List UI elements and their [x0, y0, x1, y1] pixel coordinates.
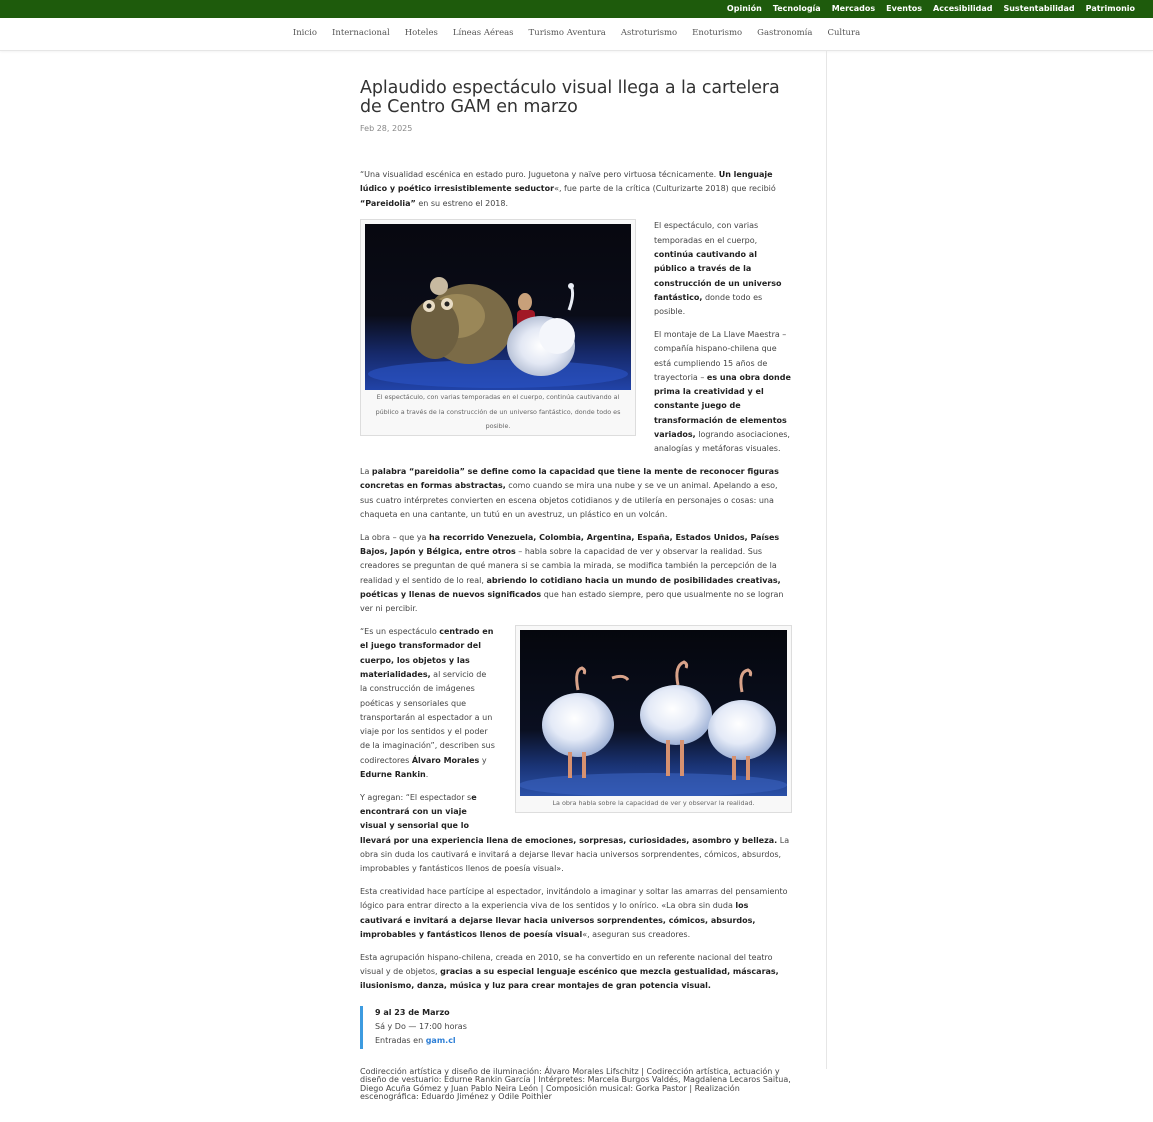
article-date: Feb 28, 2025: [360, 124, 413, 133]
nav-item-cultura[interactable]: Cultura: [827, 28, 861, 38]
figure-ostriches-caption: La obra habla sobre la capacidad de ver y observar la realidad.: [552, 799, 755, 808]
tickets-label: Entradas en: [375, 1036, 426, 1046]
bold-text: gracias a su especial lenguaje escénico que mezcla gestualidad, máscaras, ilusionismo, danza, música y luz para crear montajes de gran potencia visual.: [360, 967, 779, 991]
text: Esta agrupación hispano-chilena, creada en 2010, se ha convertido en un referente nacional del teatro visual y de objetos,: [360, 952, 773, 977]
text: La obra – que ya: [360, 532, 429, 542]
text: “Es un espectáculo: [360, 627, 440, 637]
text: logrando asociaciones, analogías y metáforas visuales.: [654, 430, 790, 454]
bold-text: centrado en el juego transformador del cuerpo, los objetos y las materialidades,: [360, 627, 494, 679]
top-link-sustentabilidad[interactable]: Sustentabilidad: [1003, 4, 1075, 13]
figure-puppets-caption: El espectáculo, con varias temporadas en el cuerpo, continúa cautivando al público a través de la construcción de un universo fantástico, donde todo es posible.: [375, 393, 621, 430]
top-bar: [0, 0, 1153, 18]
nav-item-enoturismo[interactable]: Enoturismo: [692, 28, 743, 38]
puppets-stage-photo[interactable]: [365, 224, 631, 390]
text: Esta creatividad hace partícipe al espectador, invitándolo a imaginar y soltar las amarras del pensamiento lógico para entrar directo a la experiencia viva de los sentidos y lo onírico. «La obra sin duda: [360, 887, 788, 911]
text: y: [479, 755, 487, 765]
article-title: Aplaudido espectáculo visual llega a la cartelera de Centro GAM en marzo: [360, 78, 780, 117]
bold-text: abriendo lo cotidiano hacia un mundo de posibilidades creativas, poéticas y llenas de nuevos significados: [360, 575, 781, 600]
top-link-patrimonio[interactable]: Patrimonio: [1085, 4, 1135, 13]
bold-text: “Pareidolia”: [360, 198, 416, 208]
text: “Una visualidad escénica en estado puro. Juguetona y naïve pero virtuosa técnicamente.: [360, 170, 719, 179]
text: donde todo es posible.: [654, 292, 763, 317]
bold-text: los cautivará e invitará a dejarse llevar hacia universos sorprendentes, cómicos, absurdos, improbables y fantásticos llenos de poesía visual: [360, 901, 756, 940]
main-navigation: [0, 18, 1153, 51]
text: al servicio de la construcción de imágenes poéticas y sensoriales que transportarán al espectador a un viaje por los sentidos y el poder de la imaginación”, describen sus codirectores: [360, 670, 495, 765]
bold-text: palabra “pareidolia” se define como la capacidad que tiene la mente de reconocer figuras concretas en formas abstractas,: [360, 467, 779, 491]
bold-text: Álvaro Morales: [411, 755, 480, 765]
nav-item-hoteles[interactable]: Hoteles: [404, 28, 438, 38]
nav-item-turismo-aventura[interactable]: Turismo Aventura: [528, 28, 606, 38]
text: «, fue parte de la crítica (Culturizarte 2018) que recibió: [554, 184, 776, 194]
text: Y agregan: “El espectador s: [360, 792, 472, 802]
top-link-opinion[interactable]: Opinión: [726, 4, 762, 13]
bold-text: Un lenguaje lúdico y poético irresistiblemente seductor: [360, 170, 773, 194]
nav-item-lineas-aereas[interactable]: Líneas Aéreas: [452, 28, 514, 38]
nav-item-astroturismo[interactable]: Astroturismo: [620, 28, 678, 38]
event-schedule: Sá y Do — 17:00 horas: [375, 1022, 467, 1032]
text: en su estreno el 2018.: [415, 198, 508, 208]
paragraph-5: [360, 531, 792, 617]
event-tickets: [375, 1034, 792, 1048]
ostriches-stage-photo[interactable]: [520, 630, 787, 796]
top-link-eventos[interactable]: Eventos: [886, 4, 923, 13]
text: que han estado siempre, pero que usualmente no se logran ver ni percibir.: [360, 590, 784, 614]
paragraph-8: [360, 885, 792, 942]
article-body: [360, 168, 792, 1102]
bold-text: ha recorrido Venezuela, Colombia, Argentina, España, Estados Unidos, Países Bajos, Japón y Bélgica, entre otros: [360, 532, 780, 557]
text: .: [425, 770, 429, 780]
bold-text: es una obra donde prima la creatividad y el constante juego de transformación de elementos variados,: [654, 372, 791, 440]
event-dates-text: 9 al 23 de Marzo: [375, 1007, 450, 1017]
tickets-link[interactable]: gam.cl: [425, 1036, 456, 1046]
figure-puppets: [360, 219, 636, 436]
bold-text: e encontrará con un viaje visual y sensorial que lo llevará por una experiencia llena de emociones, sorpresas, curiosidades, asombro y belleza.: [360, 792, 778, 845]
paragraph-intro: [360, 168, 792, 211]
text: El espectáculo, con varias temporadas en el cuerpo,: [654, 221, 759, 245]
main-nav-list: [0, 28, 1153, 38]
text: – habla sobre la capacidad de ver y observar la realidad. Sus creadores se preguntan de qué manera si se cambia la mirada, se modifica también la percepción de la realidad y el sentido de lo real,: [360, 547, 777, 585]
top-link-mercados[interactable]: Mercados: [831, 4, 876, 13]
nav-item-internacional[interactable]: Internacional: [332, 28, 390, 38]
bold-text: Edurne Rankin: [360, 770, 426, 780]
top-link-tecnologia[interactable]: Tecnología: [772, 4, 821, 13]
top-bar-links: [727, 3, 1135, 14]
text: como cuando se mira una nube y se ve un animal. Apelando a eso, sus cuatro intérpretes convierten en escena objetos cotidianos y de utilería en personajes o cosas: una chaqueta en una cantante, un tutú en un avestruz, un plástico en un volcán.: [360, 481, 778, 520]
nav-item-inicio[interactable]: Inicio: [292, 28, 317, 38]
article: [360, 51, 792, 1102]
sidebar-divider: [826, 51, 827, 1069]
figure-ostriches: [515, 625, 792, 813]
paragraph-9: [360, 951, 792, 994]
top-link-accesibilidad[interactable]: Accesibilidad: [933, 4, 993, 13]
event-info-box: [360, 1006, 792, 1049]
event-dates: [375, 1006, 792, 1020]
bold-text: continúa cautivando al público a través de la construcción de un universo fantástico,: [654, 249, 782, 302]
text: La: [360, 467, 372, 477]
paragraph-4: [360, 465, 792, 522]
nav-item-gastronomia[interactable]: Gastronomía: [757, 28, 813, 38]
article-credits: Codirección artística y diseño de iluminación: Álvaro Morales Lifschitz | Codirección artística, actuación y diseño de vestuario: Edurne Rankin García | Intérpretes: Marcela Burgos Valdés, Magdalena Lecaros Saitua, Diego Acuña Gómez y Juan Pablo Neira León | Composición musical: Gorka Pastor | Realización escenográfica: Eduardo Jiménez y Odile Poithier: [360, 1066, 791, 1102]
text: El montaje de La Llave Maestra – compañía hispano-chilena que está cumpliendo 15 años de trayectoria –: [654, 329, 787, 382]
text: La obra sin duda los cautivará e invitará a dejarse llevar hacia universos sorprendentes, cómicos, absurdos, improbables y fantásticos llenos de poesía visual».: [360, 835, 790, 874]
text: «, aseguran sus creadores.: [582, 930, 691, 940]
